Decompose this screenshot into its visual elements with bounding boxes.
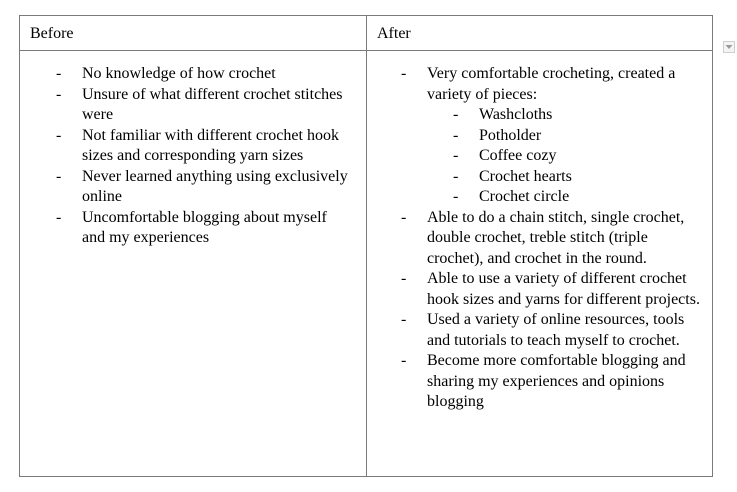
- before-list-item: [56, 208, 352, 249]
- dash-bullet: -: [401, 311, 407, 328]
- after-list: [401, 64, 701, 413]
- after-list-item-text: Able to use a variety of different crochet hook sizes and yarns for different projects.: [427, 270, 700, 308]
- after-sublist-item: [453, 105, 701, 126]
- body-cell-after[interactable]: [367, 51, 712, 476]
- dash-bullet: -: [453, 126, 459, 144]
- comparison-table: [19, 15, 713, 477]
- cell-menu-handle[interactable]: [723, 41, 735, 53]
- after-list-item-text: Very comfortable crocheting, created a variety of pieces:: [427, 65, 676, 103]
- after-list-item-text: Able to do a chain stitch, single crochet, double crochet, treble stitch (triple crochet), and crochet in the round.: [427, 208, 685, 267]
- dash-bullet: -: [401, 270, 407, 287]
- header-before: Before: [30, 25, 74, 42]
- after-list-item: [401, 351, 701, 413]
- after-sublist: [453, 105, 701, 208]
- body-cell-before[interactable]: [20, 51, 367, 476]
- before-list-item: [56, 126, 352, 167]
- after-list-item-text: Become more comfortable blogging and sharing my experiences and opinions blogging: [427, 352, 686, 410]
- after-sublist-item: [453, 126, 701, 147]
- chevron-down-icon: [725, 44, 733, 50]
- after-sublist-item-text: Coffee cozy: [479, 147, 557, 164]
- before-list: [56, 64, 352, 249]
- before-list-item: [56, 64, 352, 85]
- header-after: After: [377, 25, 411, 42]
- dash-bullet: -: [56, 65, 62, 82]
- header-cell-before[interactable]: [20, 16, 367, 51]
- after-sublist-item-text: Potholder: [479, 126, 542, 144]
- after-sublist-item-text: Crochet hearts: [479, 167, 572, 185]
- after-list-item: [401, 269, 701, 310]
- dash-bullet: -: [56, 126, 62, 144]
- dash-bullet: -: [453, 167, 459, 185]
- after-sublist-item: [453, 167, 701, 188]
- before-list-item-text: Uncomfortable blogging about myself and my experiences: [82, 208, 327, 246]
- dash-bullet: -: [453, 106, 459, 123]
- after-list-item: [401, 208, 701, 270]
- dash-bullet: -: [401, 65, 407, 82]
- before-list-item: [56, 85, 352, 126]
- dash-bullet: -: [56, 208, 62, 226]
- dash-bullet: -: [401, 208, 407, 226]
- before-list-item-text: No knowledge of how crochet: [82, 65, 276, 82]
- after-list-item: [401, 64, 701, 208]
- dash-bullet: -: [56, 167, 62, 185]
- before-list-item-text: Unsure of what different crochet stitches were: [82, 85, 343, 123]
- after-sublist-item: [453, 187, 701, 208]
- dash-bullet: -: [453, 188, 459, 205]
- before-list-item: [56, 167, 352, 208]
- dash-bullet: -: [56, 85, 62, 103]
- before-list-item-text: Not familiar with different crochet hook sizes and corresponding yarn sizes: [82, 126, 339, 164]
- dash-bullet: -: [401, 352, 407, 369]
- after-list-item: [401, 310, 701, 351]
- after-sublist-item-text: Washcloths: [479, 106, 553, 123]
- dash-bullet: -: [453, 147, 459, 164]
- after-sublist-item-text: Crochet circle: [479, 188, 570, 205]
- before-list-item-text: Never learned anything using exclusively online: [82, 167, 348, 205]
- after-sublist-item: [453, 146, 701, 167]
- after-list-item-text: Used a variety of online resources, tools and tutorials to teach myself to crochet.: [427, 311, 685, 349]
- header-cell-after[interactable]: [367, 16, 712, 51]
